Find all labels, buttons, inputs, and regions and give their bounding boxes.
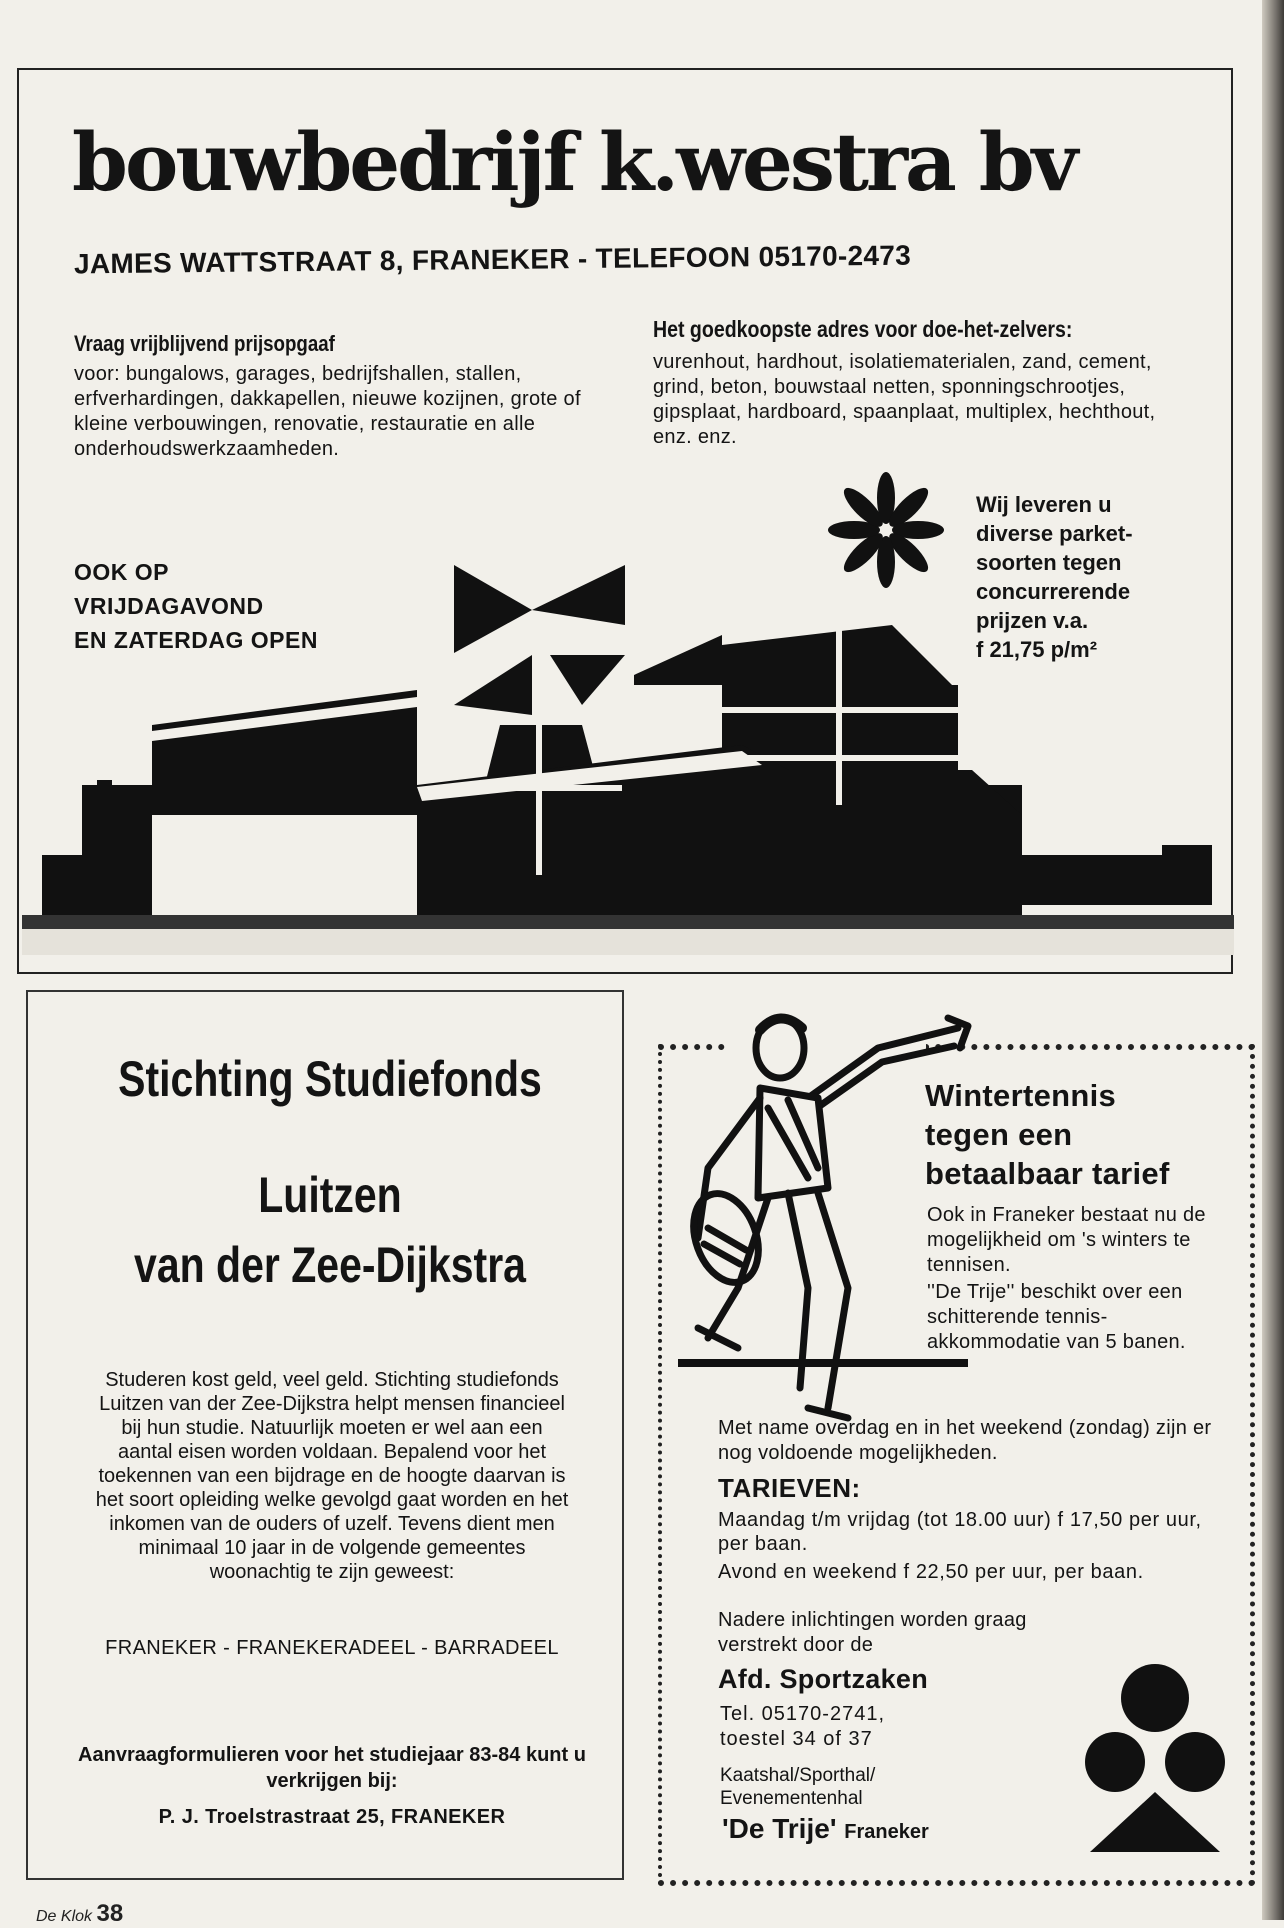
rates-heading: TARIEVEN: — [718, 1473, 861, 1503]
materials-text: vurenhout, hardhout, isolatiematerialen, zand, cement, grind, beton, bouwstaal netten, sponningschrootjes, gipsplaat, hardboard, spaanplaat, multiplex, hechthout, enz. enz. — [653, 351, 1156, 448]
availability-text: Met name overdag en in het weekend (zondag) zijn er nog voldoende mogelijkheden. — [718, 1417, 1212, 1464]
quote-heading: Vraag vrijblijvend prijsopgaaf — [74, 331, 335, 356]
venue-town: Franeker — [844, 1821, 929, 1843]
parquet-offer: Wij leveren u diverse parket- soorten tegen concurrerende prijzen v.a. f 21,75 p/m² — [976, 492, 1133, 662]
de-trije-logo — [1080, 1662, 1230, 1858]
magazine-name: De Klok — [36, 1908, 93, 1925]
page-footer — [36, 1900, 123, 1928]
phone-number: Tel. 05170-2741, toestel 34 of 37 — [720, 1703, 886, 1750]
opening-hours: OOK OP VRIJDAGAVOND EN ZATERDAG OPEN — [74, 559, 318, 653]
venue-title: 'De Trije' — [722, 1813, 837, 1844]
tennis-title: Wintertennis tegen een betaalbaar tarief — [925, 1078, 1170, 1191]
asterisk-icon — [826, 470, 946, 590]
venue-types: Kaatshal/Sporthal/ Evenementenhal — [720, 1765, 876, 1809]
venue-name — [722, 1813, 929, 1845]
weekend-rate: Avond en weekend f 22,50 per uur, per baan. — [718, 1561, 1144, 1583]
studiefonds-text: Studeren kost geld, veel geld. Stichting studiefonds Luitzen van der Zee-Dijkstra helpt mensen financieel bij hun studie. Natuurlijk moeten er wel aan een aantal eisen worden voldaan. Bepalend voor het toekennen van een bijdrage en de hoogte daarvan is het soort opleiding welke gevolgd gaat worden en het inkomen van de ouders of uzelf. Tevens dient men minimaal 10 jaar in de volgende gemeentes woonachtig te zijn geweest: — [95, 1369, 569, 1583]
brand-title: bouwbedrijf k.westra bv — [72, 115, 1076, 209]
company-address: JAMES WATTSTRAAT 8, FRANEKER - TELEFOON 05170-2473 — [73, 239, 912, 280]
tennis-venue-info: ''De Trije'' beschikt over een schitterende tennis-akkommodatie van 5 banen. — [927, 1281, 1186, 1353]
application-address: P. J. Troelstrastraat 25, FRANEKER — [158, 1806, 506, 1828]
studiefonds-title: Stichting Studiefonds — [118, 1051, 542, 1107]
diy-heading: Het goedkoopste adres voor doe-het-zelvers: — [653, 316, 1073, 342]
studiefonds-name: Luitzen van der Zee-Dijkstra — [134, 1167, 526, 1293]
tennis-intro: Ook in Franeker bestaat nu de mogelijkheid om 's winters te tennisen. — [927, 1204, 1206, 1276]
weekday-rate: Maandag t/m vrijdag (tot 18.00 uur) f 17,50 per uur, per baan. — [718, 1509, 1202, 1555]
department-name: Afd. Sportzaken — [718, 1664, 929, 1694]
more-info-text: Nadere inlichtingen worden graag verstrekt door de — [718, 1609, 1027, 1656]
application-info: Aanvraagformulieren voor het studiejaar 83-84 kunt u verkrijgen bij: — [78, 1744, 586, 1792]
page-edge — [1262, 0, 1284, 1920]
page-number: 38 — [96, 1900, 124, 1927]
services-text: voor: bungalows, garages, bedrijfshallen, stallen, erfverhardingen, dakkapellen, nieuwe kozijnen, grote of kleine verbouwingen, renovatie, restauratie en alle onderhoudswerkzaamheden. — [74, 363, 581, 460]
municipalities: FRANEKER - FRANEKERADEEL - BARRADEEL — [105, 1637, 559, 1659]
